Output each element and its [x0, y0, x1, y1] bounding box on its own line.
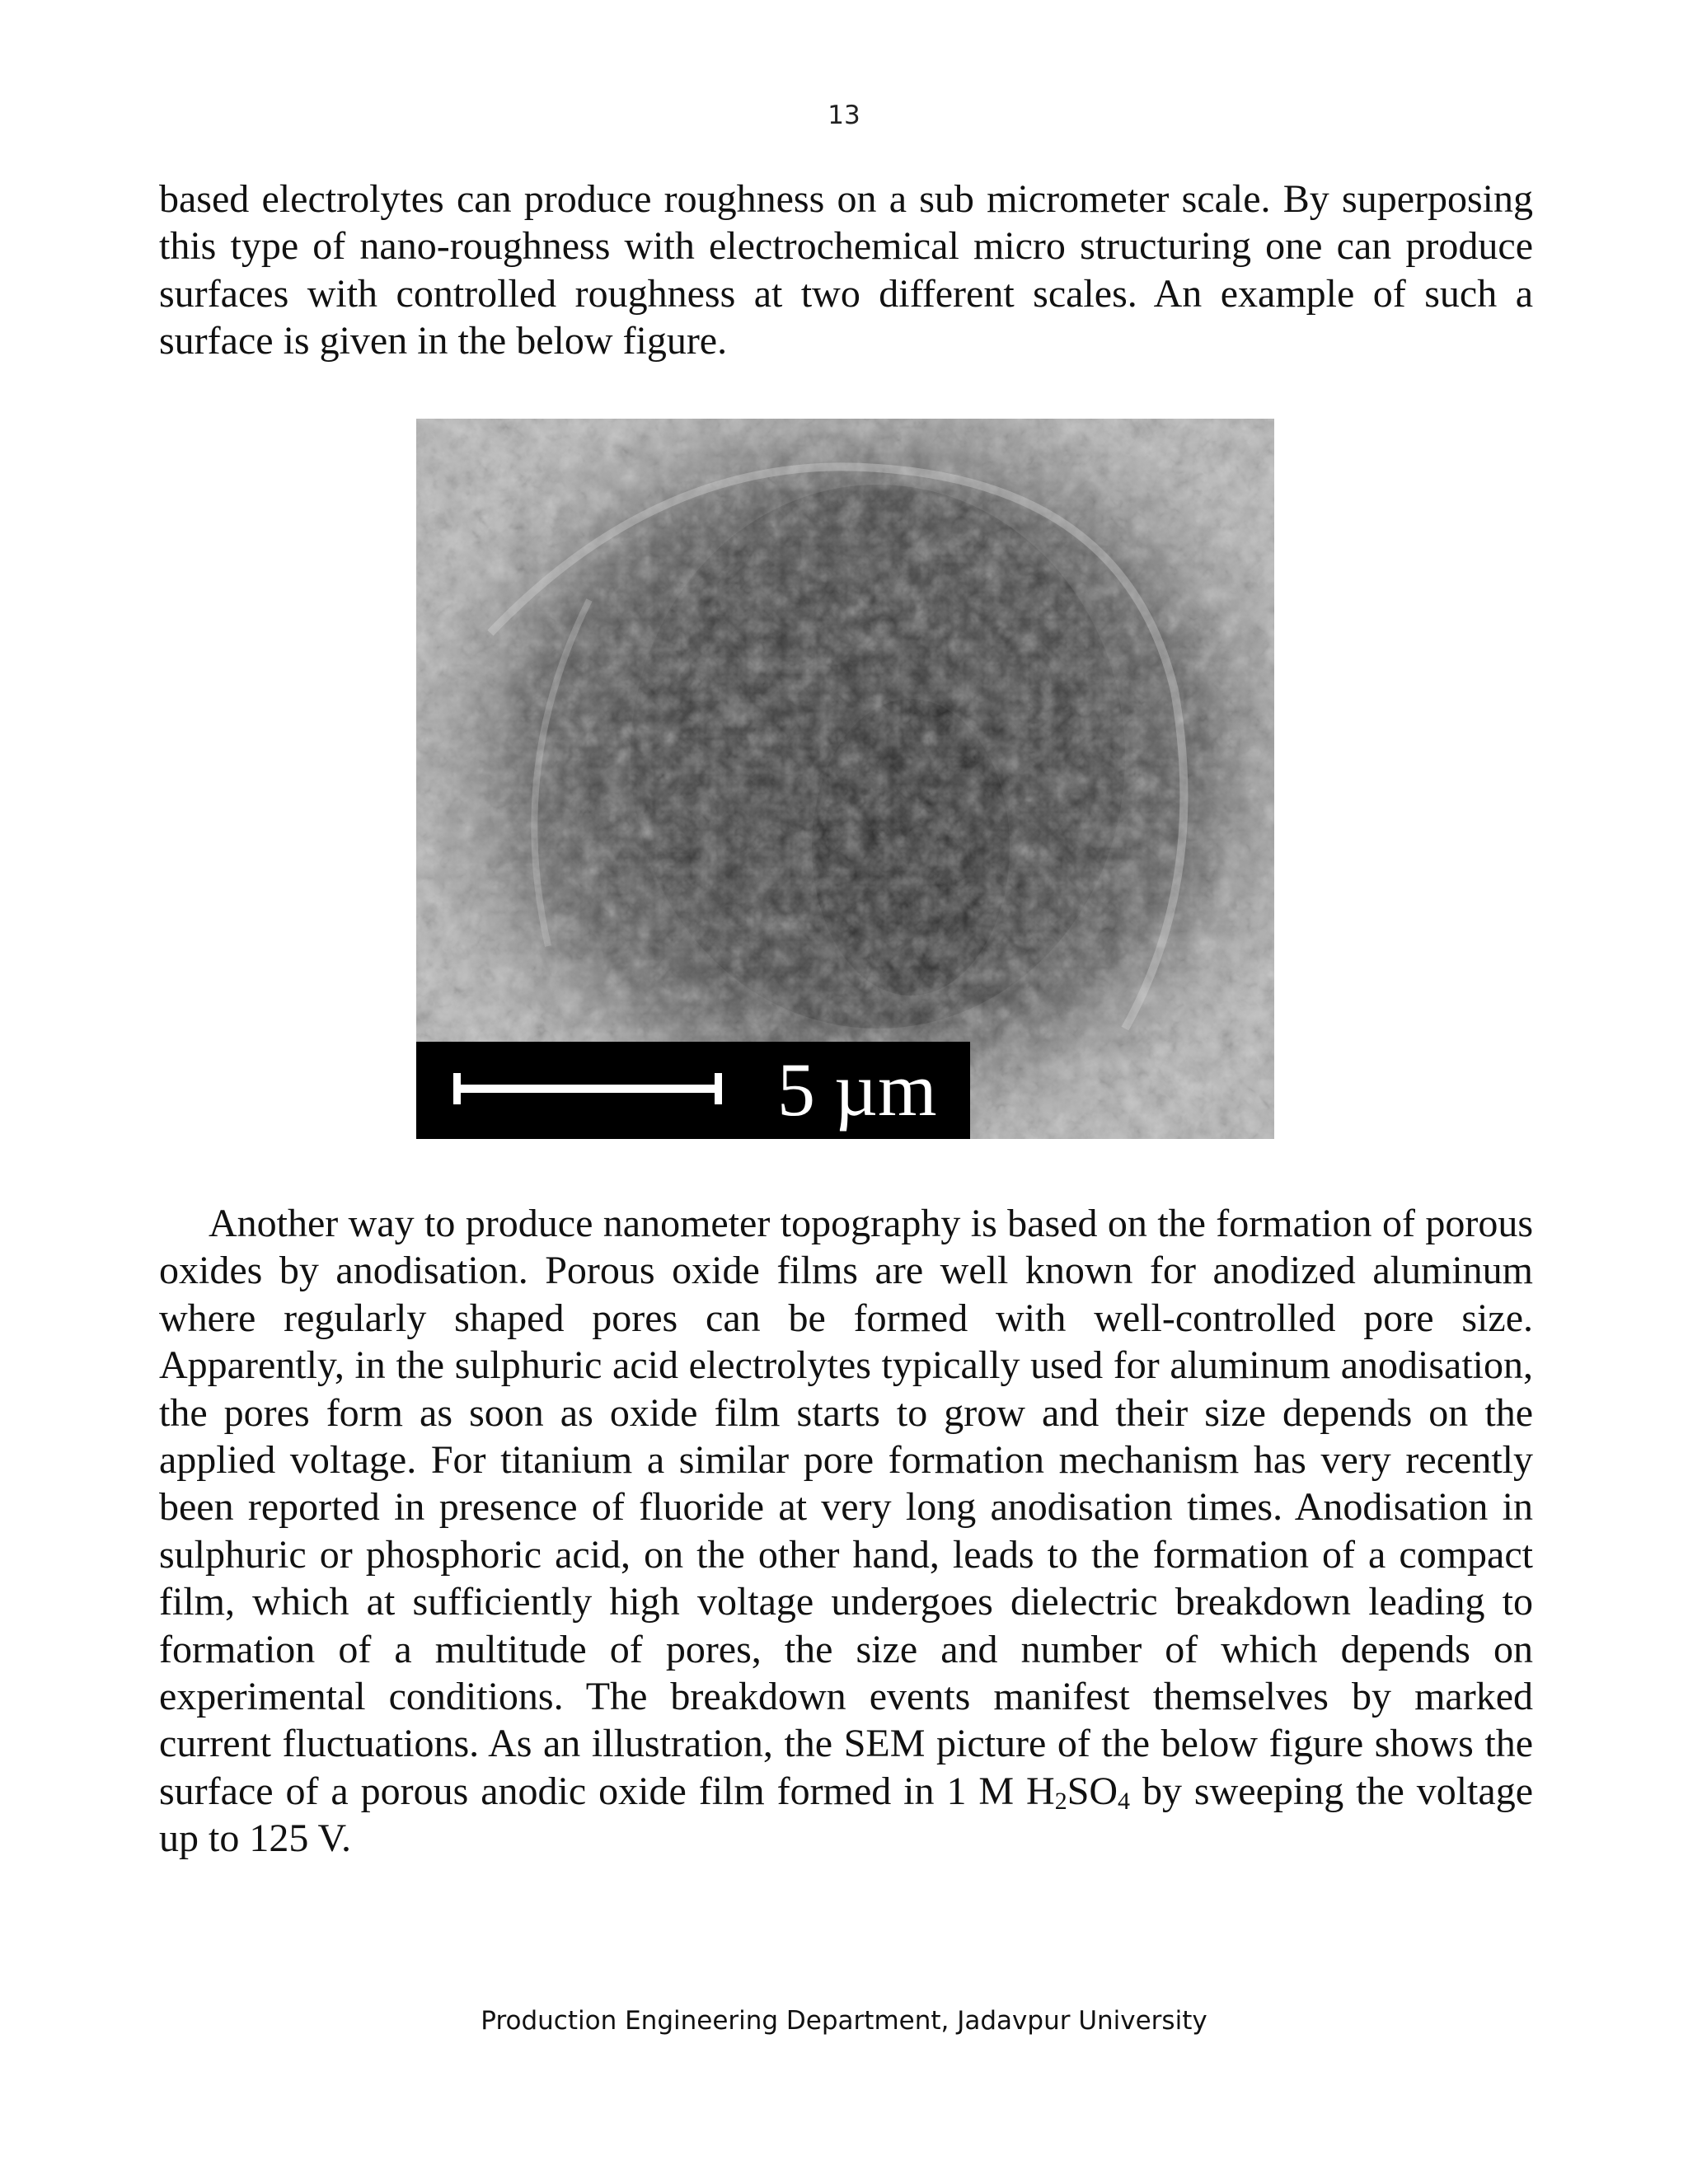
- scale-bar: [416, 1042, 970, 1139]
- scale-bar-line: [453, 1085, 722, 1093]
- formula-mid: SO: [1067, 1769, 1118, 1813]
- formula-subscript-2: 4: [1118, 1787, 1131, 1815]
- paragraph-2-text: Another way to produce nanometer topography is based on the formation of porous oxides by anodisation. Porous oxide films are well known for anodized aluminum where regularly shaped pores can be formed with well-controlled pore size. Apparently, in the sulphuric acid electrolytes typically used for aluminum anodisation, the pores form as soon as oxide film starts to grow and their size depends on the applied voltage. For titanium a similar pore formation mechanism has very recently been reported in presence of fluoride at very long anodisation times. Anodisation in sulphuric or phosphoric acid, on the other hand, leads to the formation of a compact film, which at sufficiently high voltage undergoes dielectric breakdown leading to formation of a multitude of pores, the size and number of which depends on experimental conditions. The breakdown events manifest themselves by marked current fluctuations. As an illustration, the SEM picture of the below figure shows the surface of a porous anodic oxide film formed in 1 M H: [159, 1202, 1533, 1813]
- page-number: 13: [828, 101, 860, 130]
- formula-subscript-1: 2: [1054, 1787, 1067, 1815]
- page-footer: Production Engineering Department, Jadavpur University: [481, 2006, 1207, 2036]
- paragraph-2: [159, 1200, 1533, 1863]
- scale-bar-label: 5 µm: [777, 1047, 937, 1132]
- sem-figure: [416, 419, 1274, 1139]
- paragraph-1: based electrolytes can produce roughness on a sub micrometer scale. By superposing this type of nano-roughness with electrochemical micro structuring one can produce surfaces with controlled roughness at two different scales. An example of such a surface is given in the below figure.: [159, 177, 1533, 363]
- sem-micrograph-image: [416, 419, 1274, 1139]
- paragraph-2-ending: by sweeping the voltage up to 125 V.: [159, 1769, 1533, 1861]
